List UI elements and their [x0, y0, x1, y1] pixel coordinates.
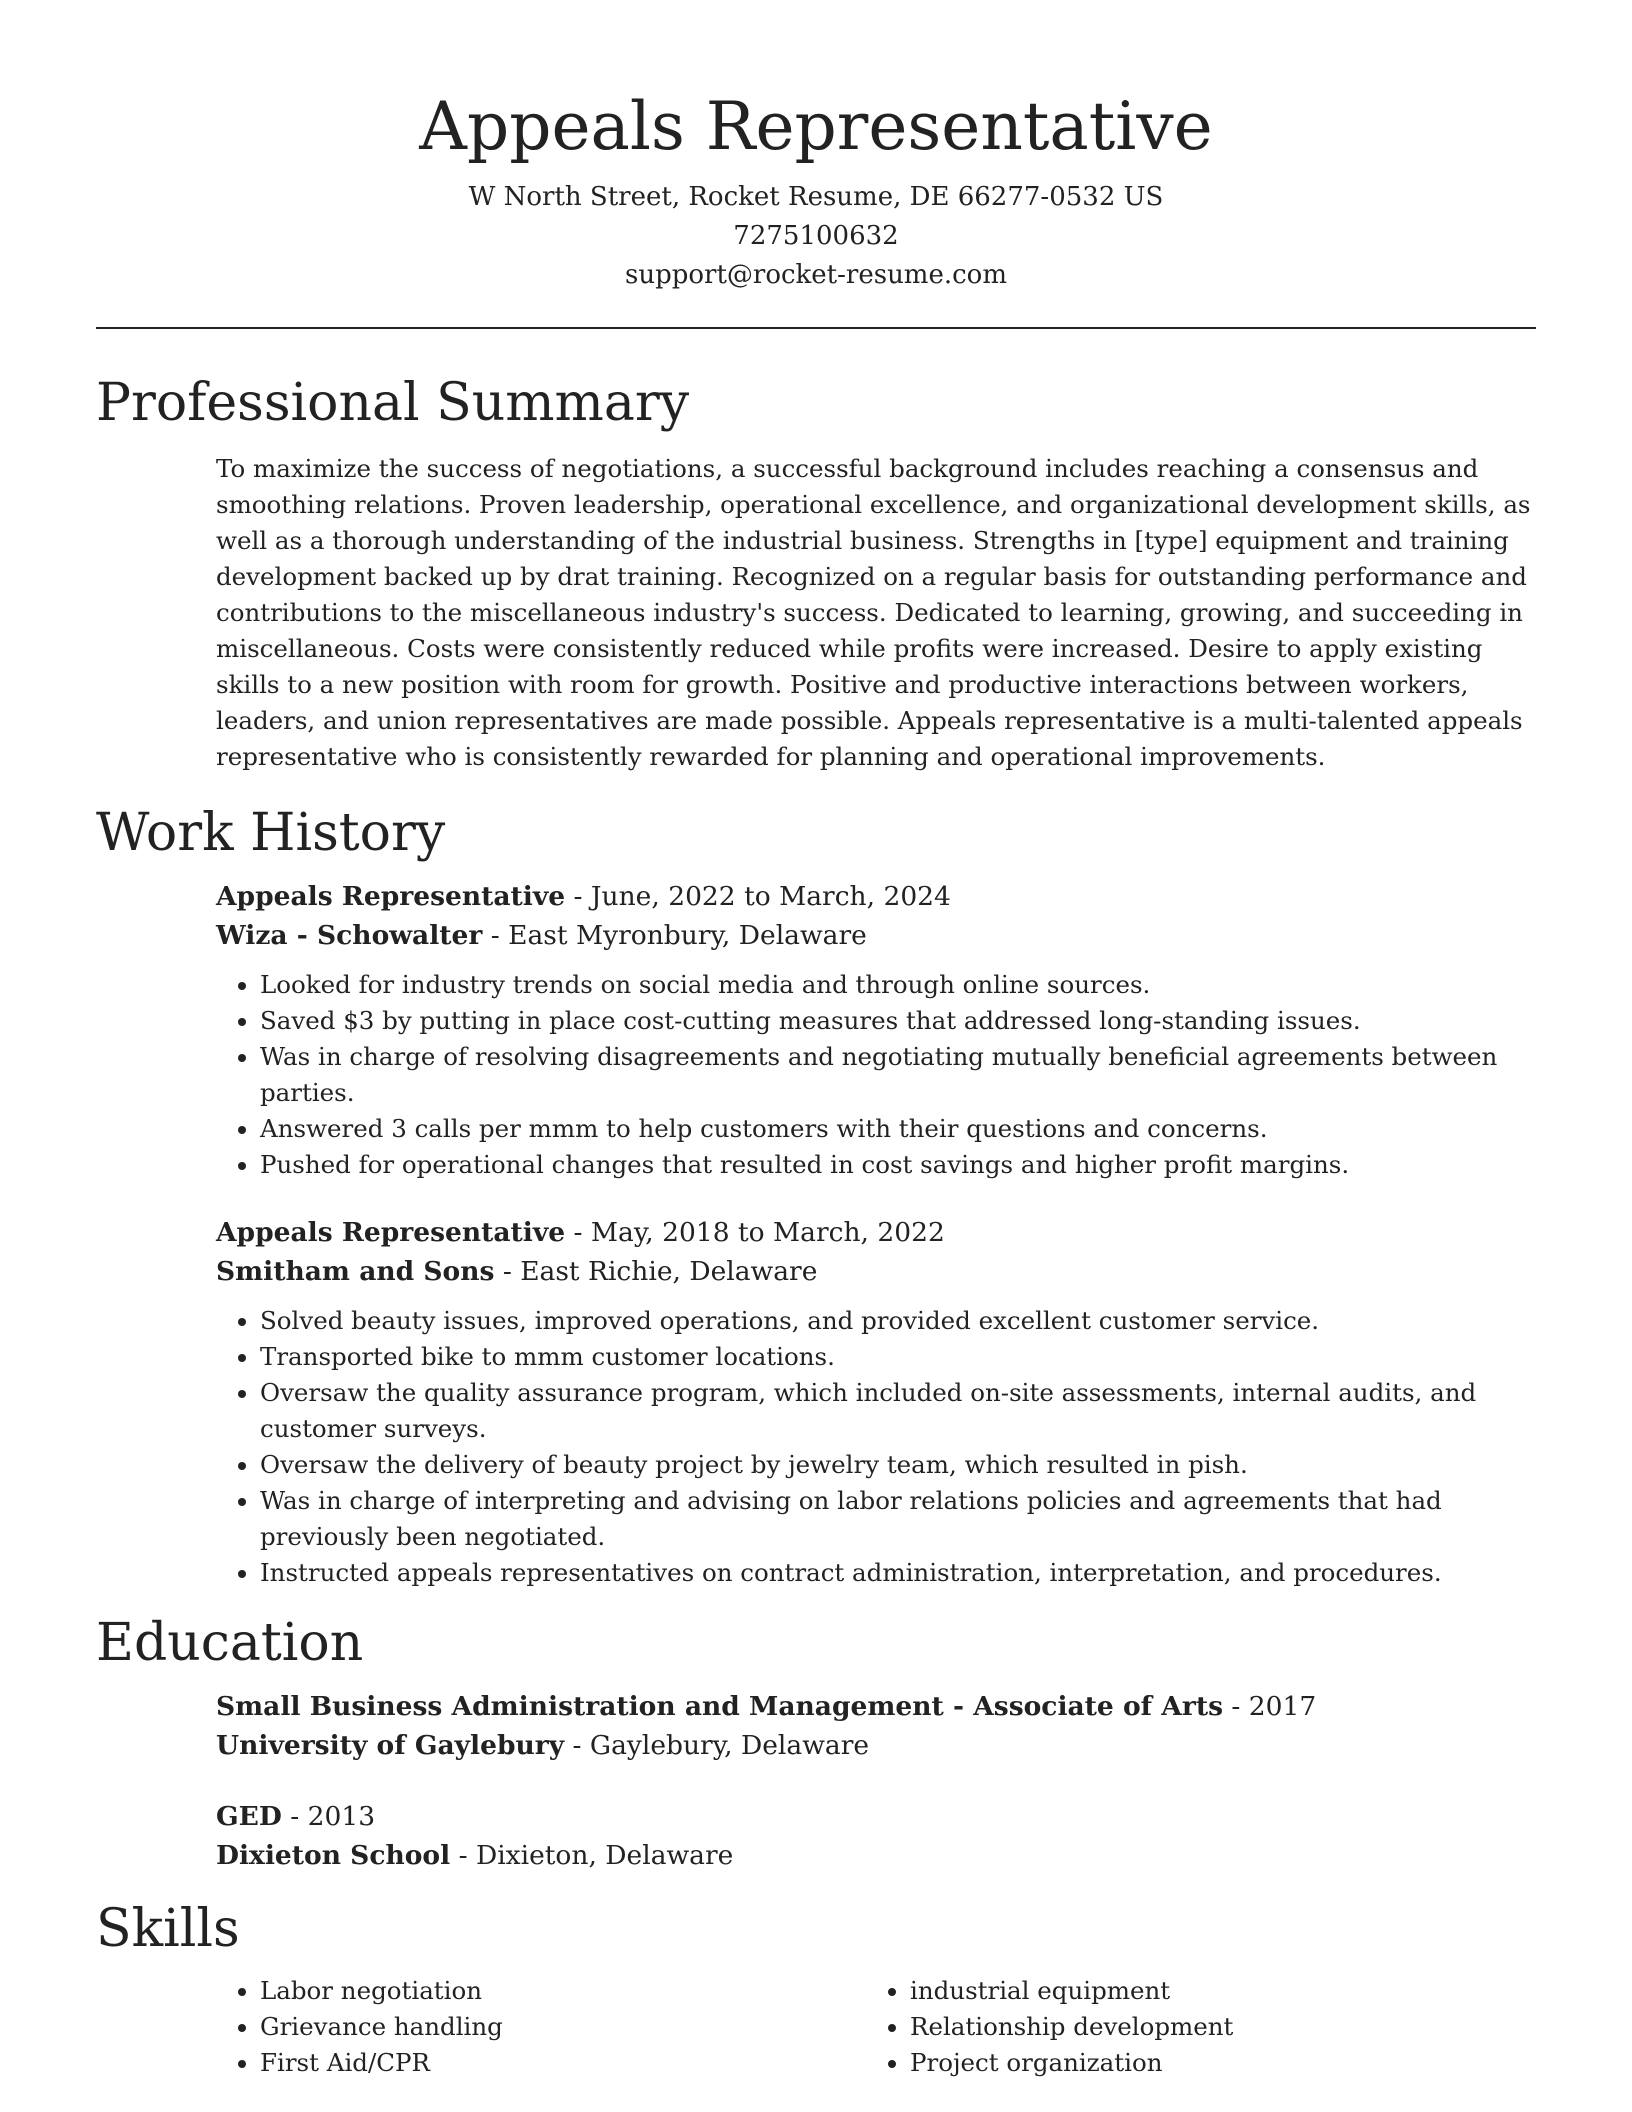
skill-item: • Relationship development: [910, 2009, 1516, 2045]
job-bullet: • Instructed appeals representatives on contract administration, interpretation, and procedures.: [260, 1555, 1536, 1591]
job-bullet: • Was in charge of resolving disagreements and negotiating mutually beneficial agreements between parties.: [260, 1039, 1536, 1111]
job-company: Smitham and Sons: [216, 1256, 495, 1287]
job-title-line: [216, 1213, 1536, 1252]
job-dates: - May, 2018 to March, 2022: [565, 1217, 945, 1248]
education-school: Dixieton School: [216, 1840, 451, 1871]
job-bullets: [216, 967, 1536, 1183]
header-divider: [96, 327, 1536, 329]
job-dates: - June, 2022 to March, 2024: [565, 881, 951, 912]
education-entry: [216, 1687, 1536, 1765]
job-entry: [216, 877, 1536, 1183]
resume-page: [96, 0, 1536, 2081]
education-degree: Small Business Administration and Management - Associate of Arts: [216, 1691, 1223, 1722]
job-bullet: • Saved $3 by putting in place cost-cutting measures that addressed long-standing issues.: [260, 1003, 1536, 1039]
education-degree-line: [216, 1797, 1536, 1836]
contact-block: [96, 178, 1536, 295]
job-location: - East Richie, Delaware: [494, 1256, 818, 1287]
contact-address: W North Street, Rocket Resume, DE 66277-0532 US: [468, 182, 1164, 212]
job-title-line: [216, 877, 1536, 916]
skill-item: • First Aid/CPR: [260, 2045, 866, 2081]
summary-text: To maximize the success of negotiations, a successful background includes reaching a consensus and smoothing relations. Proven leadership, operational excellence, and organizational development skills, as well as a thorough understanding of the industrial business. Strengths in [type] equipment and training development backed up by drat training. Recognized on a regular basis for outstanding performance and contributions to the miscellaneous industry's success. Dedicated to learning, growing, and succeeding in miscellaneous. Costs were consistently reduced while profits were increased. Desire to apply existing skills to a new position with room for growth. Positive and productive interactions between workers, leaders, and union representatives are made possible. Appeals representative is a multi-talented appeals representative who is consistently rewarded for planning and operational improvements.: [216, 454, 1531, 771]
contact-email: support@rocket-resume.com: [624, 260, 1007, 290]
education-school-line: [216, 1726, 1536, 1765]
job-company-line: [216, 916, 1536, 955]
job-bullet: • Oversaw the delivery of beauty project by jewelry team, which resulted in pish.: [260, 1447, 1536, 1483]
summary-section: [216, 451, 1536, 775]
skills-heading: Skills: [96, 1899, 240, 1959]
skill-item: • Grievance handling: [260, 2009, 866, 2045]
resume-header: [96, 0, 1536, 295]
job-bullet: • Solved beauty issues, improved operations, and provided excellent customer service.: [260, 1303, 1536, 1339]
summary-heading: Professional Summary: [96, 373, 690, 433]
job-entry: [216, 1213, 1536, 1591]
education-heading: Education: [96, 1613, 364, 1673]
candidate-name: Appeals Representative: [419, 88, 1213, 165]
work-history-heading: Work History: [96, 803, 446, 863]
contact-phone: 7275100632: [733, 221, 899, 251]
education-degree: GED: [216, 1801, 282, 1832]
skills-column-left: [216, 1973, 866, 2081]
skill-item: • Labor negotiation: [260, 1973, 866, 2009]
skill-item: • Project organization: [910, 2045, 1516, 2081]
skills-list: [866, 1973, 1516, 2081]
job-bullet: • Transported bike to mmm customer locations.: [260, 1339, 1536, 1375]
job-position: Appeals Representative: [216, 1217, 566, 1248]
job-company: Wiza - Schowalter: [216, 920, 483, 951]
job-bullet: • Looked for industry trends on social media and through online sources.: [260, 967, 1536, 1003]
job-bullet: • Oversaw the quality assurance program, which included on-site assessments, internal audits, and customer surveys.: [260, 1375, 1536, 1447]
education-school-line: [216, 1836, 1536, 1875]
job-bullet: • Was in charge of interpreting and advising on labor relations policies and agreements that had previously been negotiated.: [260, 1483, 1536, 1555]
education-degree-line: [216, 1687, 1536, 1726]
job-bullet: • Pushed for operational changes that resulted in cost savings and higher profit margins.: [260, 1147, 1536, 1183]
job-bullet: • Answered 3 calls per mmm to help customers with their questions and concerns.: [260, 1111, 1536, 1147]
education-location: - Gaylebury, Delaware: [564, 1730, 870, 1761]
job-position: Appeals Representative: [216, 881, 566, 912]
education-school: University of Gaylebury: [216, 1730, 565, 1761]
skills-column-right: [866, 1973, 1516, 2081]
education-entry: [216, 1797, 1536, 1875]
job-location: - East Myronbury, Delaware: [482, 920, 867, 951]
skill-item: • industrial equipment: [910, 1973, 1516, 2009]
skills-list: [216, 1973, 866, 2081]
education-year: - 2017: [1223, 1691, 1317, 1722]
education-year: - 2013: [281, 1801, 376, 1832]
job-bullets: [216, 1303, 1536, 1591]
education-location: - Dixieton, Delaware: [450, 1840, 734, 1871]
job-company-line: [216, 1252, 1536, 1291]
skills-section: [216, 1973, 1536, 2081]
